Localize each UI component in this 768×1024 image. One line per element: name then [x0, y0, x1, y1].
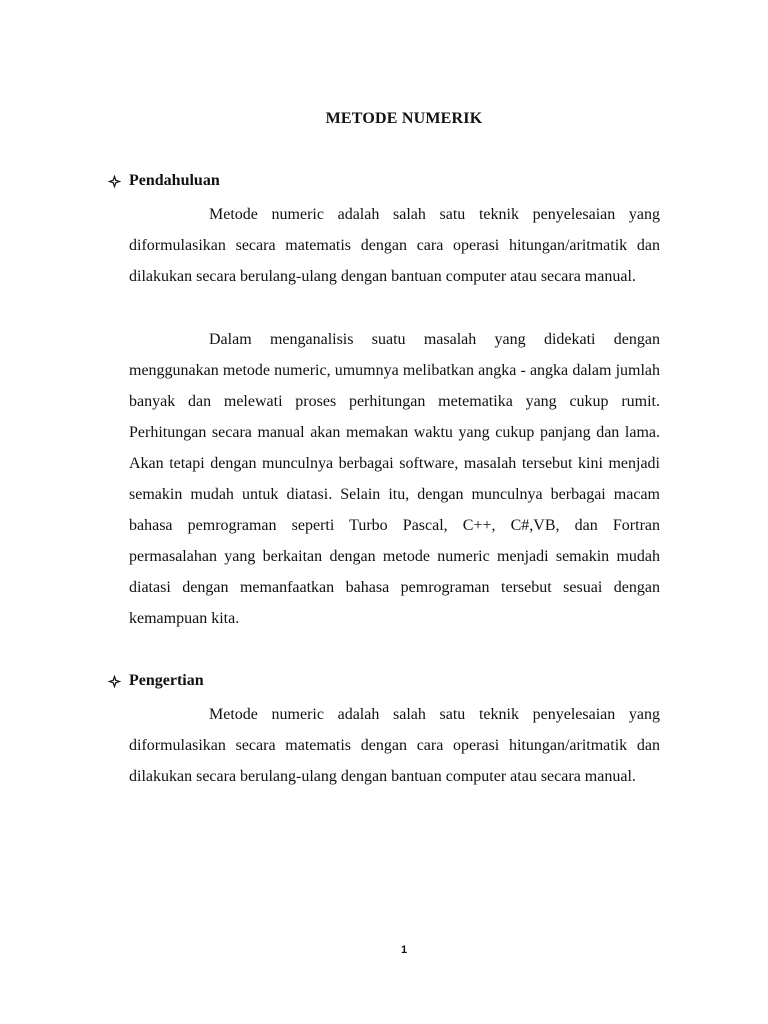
document-title: METODE NUMERIK	[325, 110, 483, 127]
section-heading-pendahuluan	[108, 172, 220, 190]
paragraph-pendahuluan-1: Metode numeric adalah salah satu teknik penyelesaian yang diformulasikan secara matematis dengan cara operasi hitungan/aritmatik dan dilakukan secara berulang-ulang dengan bantuan computer atau secara manual.	[129, 206, 660, 285]
page-number: 1	[400, 944, 408, 956]
paragraph-pengertian-1: Metode numeric adalah salah satu teknik penyelesaian yang diformulasikan secara matematis dengan cara operasi hitungan/aritmatik dan dilakukan secara berulang-ulang dengan bantuan computer atau secara manual.	[129, 706, 660, 785]
section-heading-label: Pendahuluan	[129, 172, 220, 189]
paragraph-pendahuluan-2: Dalam menganalisis suatu masalah yang didekati dengan menggunakan metode numeric, umumnya melibatkan angka - angka dalam jumlah banyak dan melewati proses perhitungan metematika yang cukup rumit. Perhitungan secara manual akan memakan waktu yang cukup panjang dan lama. Akan tetapi dengan munculnya berbagai software, masalah tersebut kini menjadi semakin mudah untuk diatasi. Selain itu, dengan munculnya berbagai macam bahasa pemrograman seperti Turbo Pascal, C++, C#,VB, dan Fortran permasalahan yang berkaitan dengan metode numeric menjadi semakin mudah diatasi dengan memanfaatkan bahasa pemrograman tersebut sesuai dengan kemampuan kita.	[129, 331, 660, 627]
diamond-bullet-icon	[108, 175, 121, 188]
section-heading-label: Pengertian	[129, 672, 204, 689]
diamond-bullet-icon	[108, 675, 121, 688]
section-heading-pengertian	[108, 672, 204, 690]
